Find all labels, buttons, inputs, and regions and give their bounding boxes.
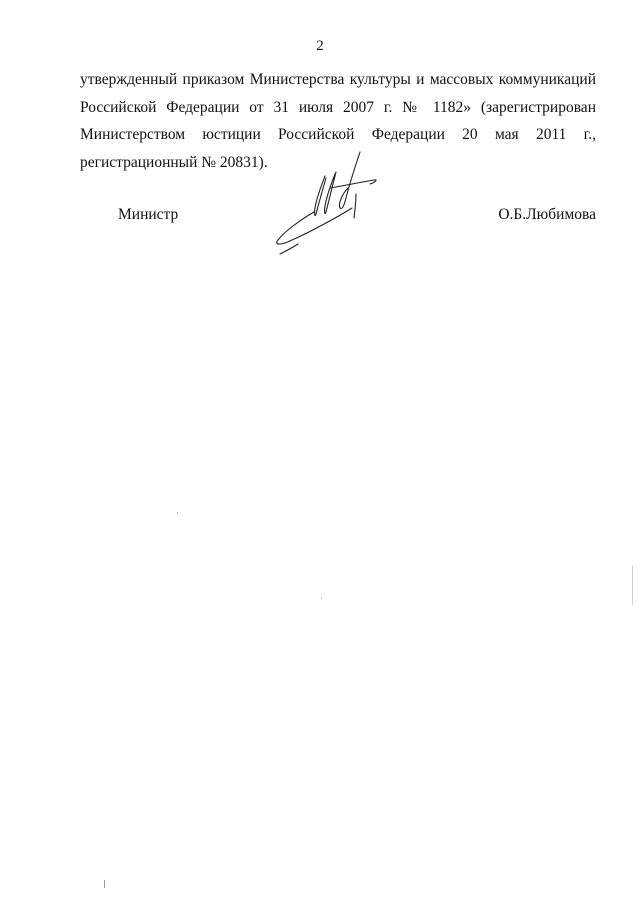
body-line: утвержденный приказом Министерства культуры и массовых коммуникаций (80, 71, 596, 88)
scan-speck (177, 512, 178, 513)
page-number: 2 (316, 38, 324, 54)
signature-block (80, 206, 596, 236)
scan-speck (321, 598, 322, 599)
scan-speck (632, 565, 633, 605)
body-line: Министерством юстиции Российской Федерации 20 мая 2011 г., (80, 126, 596, 143)
signer-name: О.Б.Любимова (498, 206, 596, 223)
body-line: регистрационный № 20831). (80, 153, 268, 171)
signer-title: Министр (118, 206, 179, 223)
scan-speck (104, 880, 105, 888)
body-line: Российской Федерации от 31 июля 2007 г. № 1182» (зарегистрирован (80, 98, 596, 116)
handwritten-signature (270, 148, 390, 258)
